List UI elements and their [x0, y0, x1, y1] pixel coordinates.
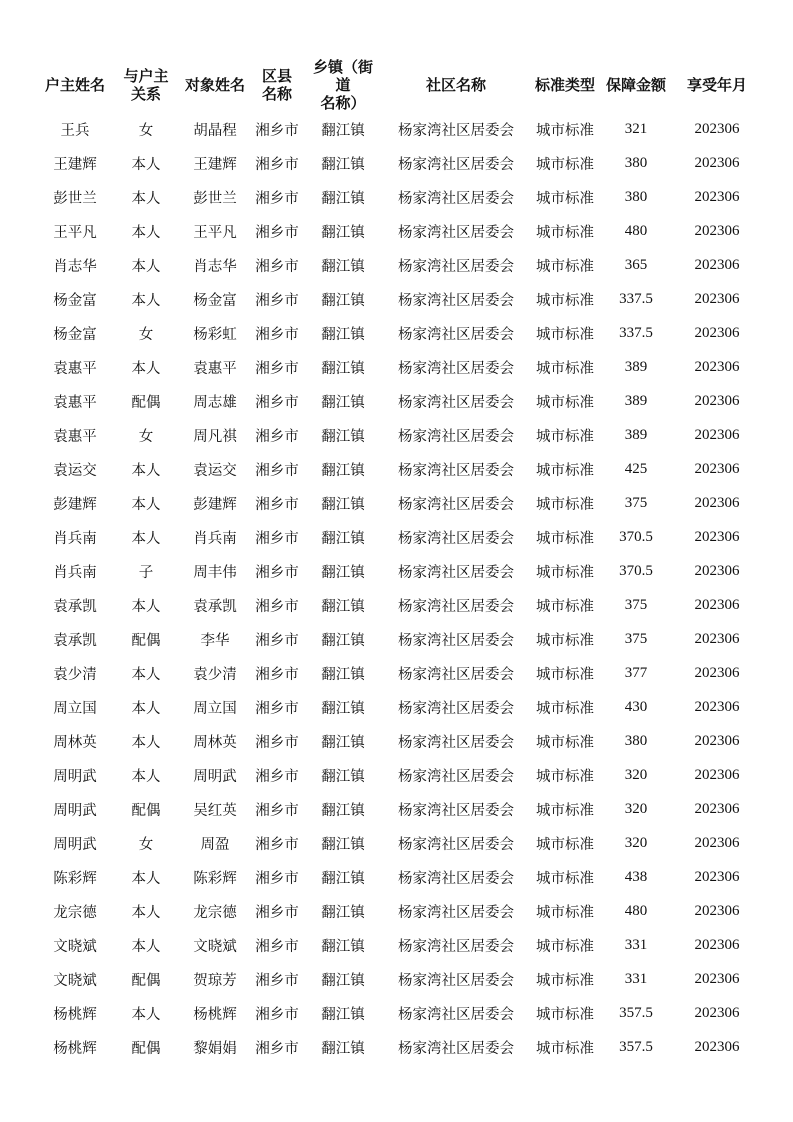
relationship-cell: 配偶 [131, 394, 161, 411]
table-row [40, 350, 760, 384]
table-header-row [40, 58, 760, 112]
standard-type-cell: 城市标准 [536, 632, 594, 649]
relationship-cell: 本人 [131, 360, 161, 377]
recipient-name-cell: 袁运交 [193, 462, 237, 479]
county-cell: 湘乡市 [255, 836, 299, 853]
township-cell: 翻江镇 [321, 700, 365, 717]
standard-type-cell: 城市标准 [536, 938, 594, 955]
table-row [40, 180, 760, 214]
county-cell: 湘乡市 [255, 156, 299, 173]
community-cell: 杨家湾社区居委会 [398, 666, 514, 683]
householder-name-cell: 袁承凯 [53, 598, 97, 615]
township-cell: 翻江镇 [321, 1040, 365, 1057]
amount-cell: 377 [624, 664, 648, 681]
relationship-cell: 本人 [131, 904, 161, 921]
year-month-cell: 202306 [694, 324, 740, 341]
householder-name-cell: 肖兵南 [53, 564, 97, 581]
header-standard-type: 标准类型 [534, 76, 595, 94]
standard-type-cell: 城市标准 [536, 734, 594, 751]
township-cell: 翻江镇 [321, 496, 365, 513]
community-cell: 杨家湾社区居委会 [398, 564, 514, 581]
community-cell: 杨家湾社区居委会 [398, 904, 514, 921]
township-cell: 翻江镇 [321, 1006, 365, 1023]
community-cell: 杨家湾社区居委会 [398, 938, 514, 955]
community-cell: 杨家湾社区居委会 [398, 258, 514, 275]
recipient-name-cell: 周凡祺 [193, 428, 237, 445]
standard-type-cell: 城市标准 [536, 530, 594, 547]
relationship-cell: 本人 [131, 190, 161, 207]
community-cell: 杨家湾社区居委会 [398, 836, 514, 853]
relationship-cell: 女 [138, 836, 154, 853]
recipient-name-cell: 黎娟娟 [193, 1040, 237, 1057]
householder-name-cell: 袁惠平 [53, 360, 97, 377]
recipient-name-cell: 龙宗德 [193, 904, 237, 921]
township-cell: 翻江镇 [321, 768, 365, 785]
year-month-cell: 202306 [694, 970, 740, 987]
township-cell: 翻江镇 [321, 904, 365, 921]
amount-cell: 320 [624, 766, 648, 783]
amount-cell: 380 [624, 188, 648, 205]
year-month-cell: 202306 [694, 698, 740, 715]
relationship-cell: 本人 [131, 870, 161, 887]
table-row [40, 282, 760, 316]
township-cell: 翻江镇 [321, 564, 365, 581]
table-row [40, 112, 760, 146]
recipient-name-cell: 肖兵南 [193, 530, 237, 547]
table-row [40, 656, 760, 690]
relationship-cell: 女 [138, 326, 154, 343]
householder-name-cell: 肖志华 [53, 258, 97, 275]
township-cell: 翻江镇 [321, 292, 365, 309]
amount-cell: 389 [624, 392, 648, 409]
year-month-cell: 202306 [694, 256, 740, 273]
header-recipient-name: 对象姓名 [184, 76, 245, 94]
householder-name-cell: 肖兵南 [53, 530, 97, 547]
recipient-name-cell: 王建辉 [193, 156, 237, 173]
recipient-name-cell: 周明武 [193, 768, 237, 785]
header-township: 乡镇（街道 名称） [312, 58, 373, 112]
community-cell: 杨家湾社区居委会 [398, 1040, 514, 1057]
county-cell: 湘乡市 [255, 326, 299, 343]
header-year-month: 享受年月 [686, 76, 747, 94]
township-cell: 翻江镇 [321, 122, 365, 139]
householder-name-cell: 杨桃辉 [53, 1006, 97, 1023]
relationship-cell: 女 [138, 122, 154, 139]
relationship-cell: 本人 [131, 292, 161, 309]
county-cell: 湘乡市 [255, 768, 299, 785]
householder-name-cell: 袁惠平 [53, 394, 97, 411]
table-row [40, 690, 760, 724]
table-row [40, 554, 760, 588]
community-cell: 杨家湾社区居委会 [398, 632, 514, 649]
householder-name-cell: 文晓斌 [53, 972, 97, 989]
township-cell: 翻江镇 [321, 462, 365, 479]
recipient-name-cell: 袁惠平 [193, 360, 237, 377]
householder-name-cell: 周明武 [53, 836, 97, 853]
relationship-cell: 本人 [131, 938, 161, 955]
householder-name-cell: 袁承凯 [53, 632, 97, 649]
recipient-name-cell: 肖志华 [193, 258, 237, 275]
householder-name-cell: 周明武 [53, 802, 97, 819]
community-cell: 杨家湾社区居委会 [398, 530, 514, 547]
table-row [40, 860, 760, 894]
amount-cell: 370.5 [619, 562, 653, 579]
householder-name-cell: 龙宗德 [53, 904, 97, 921]
standard-type-cell: 城市标准 [536, 972, 594, 989]
recipient-name-cell: 胡晶程 [193, 122, 237, 139]
recipient-name-cell: 王平凡 [193, 224, 237, 241]
county-cell: 湘乡市 [255, 904, 299, 921]
township-cell: 翻江镇 [321, 258, 365, 275]
householder-name-cell: 袁少清 [53, 666, 97, 683]
township-cell: 翻江镇 [321, 632, 365, 649]
table-row [40, 248, 760, 282]
householder-name-cell: 杨金富 [53, 292, 97, 309]
year-month-cell: 202306 [694, 188, 740, 205]
householder-name-cell: 王平凡 [53, 224, 97, 241]
community-cell: 杨家湾社区居委会 [398, 122, 514, 139]
community-cell: 杨家湾社区居委会 [398, 224, 514, 241]
recipient-name-cell: 彭世兰 [193, 190, 237, 207]
standard-type-cell: 城市标准 [536, 802, 594, 819]
standard-type-cell: 城市标准 [536, 564, 594, 581]
county-cell: 湘乡市 [255, 700, 299, 717]
county-cell: 湘乡市 [255, 802, 299, 819]
table-row [40, 724, 760, 758]
year-month-cell: 202306 [694, 562, 740, 579]
table-row [40, 384, 760, 418]
householder-name-cell: 袁运交 [53, 462, 97, 479]
community-cell: 杨家湾社区居委会 [398, 802, 514, 819]
amount-cell: 375 [624, 494, 648, 511]
householder-name-cell: 彭世兰 [53, 190, 97, 207]
standard-type-cell: 城市标准 [536, 156, 594, 173]
standard-type-cell: 城市标准 [536, 1040, 594, 1057]
relationship-cell: 本人 [131, 496, 161, 513]
county-cell: 湘乡市 [255, 938, 299, 955]
householder-name-cell: 杨金富 [53, 326, 97, 343]
year-month-cell: 202306 [694, 1004, 740, 1021]
recipient-name-cell: 袁少清 [193, 666, 237, 683]
relationship-cell: 女 [138, 428, 154, 445]
year-month-cell: 202306 [694, 596, 740, 613]
community-cell: 杨家湾社区居委会 [398, 428, 514, 445]
table-row [40, 486, 760, 520]
standard-type-cell: 城市标准 [536, 258, 594, 275]
township-cell: 翻江镇 [321, 836, 365, 853]
year-month-cell: 202306 [694, 936, 740, 953]
relationship-cell: 本人 [131, 462, 161, 479]
table-row [40, 996, 760, 1030]
amount-cell: 480 [624, 902, 648, 919]
table-row [40, 826, 760, 860]
year-month-cell: 202306 [694, 290, 740, 307]
table-row [40, 146, 760, 180]
header-relationship: 与户主 关系 [123, 67, 169, 103]
relationship-cell: 本人 [131, 224, 161, 241]
householder-name-cell: 王建辉 [53, 156, 97, 173]
county-cell: 湘乡市 [255, 564, 299, 581]
amount-cell: 375 [624, 630, 648, 647]
recipient-name-cell: 陈彩辉 [193, 870, 237, 887]
county-cell: 湘乡市 [255, 292, 299, 309]
recipient-name-cell: 杨桃辉 [193, 1006, 237, 1023]
year-month-cell: 202306 [694, 902, 740, 919]
amount-cell: 320 [624, 800, 648, 817]
year-month-cell: 202306 [694, 664, 740, 681]
standard-type-cell: 城市标准 [536, 598, 594, 615]
township-cell: 翻江镇 [321, 734, 365, 751]
householder-name-cell: 袁惠平 [53, 428, 97, 445]
community-cell: 杨家湾社区居委会 [398, 190, 514, 207]
recipient-name-cell: 周林英 [193, 734, 237, 751]
township-cell: 翻江镇 [321, 972, 365, 989]
standard-type-cell: 城市标准 [536, 462, 594, 479]
year-month-cell: 202306 [694, 120, 740, 137]
relationship-cell: 配偶 [131, 632, 161, 649]
year-month-cell: 202306 [694, 800, 740, 817]
householder-name-cell: 周林英 [53, 734, 97, 751]
amount-cell: 375 [624, 596, 648, 613]
table-row [40, 452, 760, 486]
recipient-name-cell: 彭建辉 [193, 496, 237, 513]
county-cell: 湘乡市 [255, 224, 299, 241]
recipient-name-cell: 吴红英 [193, 802, 237, 819]
recipient-name-cell: 杨彩虹 [193, 326, 237, 343]
table-row [40, 758, 760, 792]
householder-name-cell: 陈彩辉 [53, 870, 97, 887]
township-cell: 翻江镇 [321, 666, 365, 683]
year-month-cell: 202306 [694, 732, 740, 749]
year-month-cell: 202306 [694, 154, 740, 171]
recipient-name-cell: 周志雄 [193, 394, 237, 411]
amount-cell: 320 [624, 834, 648, 851]
standard-type-cell: 城市标准 [536, 666, 594, 683]
table-row [40, 962, 760, 996]
county-cell: 湘乡市 [255, 428, 299, 445]
table-row [40, 316, 760, 350]
year-month-cell: 202306 [694, 1038, 740, 1055]
amount-cell: 380 [624, 154, 648, 171]
relationship-cell: 本人 [131, 734, 161, 751]
township-cell: 翻江镇 [321, 802, 365, 819]
year-month-cell: 202306 [694, 766, 740, 783]
community-cell: 杨家湾社区居委会 [398, 598, 514, 615]
header-county: 区县 名称 [261, 67, 292, 103]
amount-cell: 321 [624, 120, 648, 137]
year-month-cell: 202306 [694, 868, 740, 885]
amount-cell: 389 [624, 426, 648, 443]
householder-name-cell: 彭建辉 [53, 496, 97, 513]
recipient-name-cell: 周盈 [200, 836, 230, 853]
recipient-name-cell: 杨金富 [193, 292, 237, 309]
amount-cell: 357.5 [619, 1004, 653, 1021]
year-month-cell: 202306 [694, 358, 740, 375]
householder-name-cell: 文晓斌 [53, 938, 97, 955]
standard-type-cell: 城市标准 [536, 224, 594, 241]
standard-type-cell: 城市标准 [536, 768, 594, 785]
township-cell: 翻江镇 [321, 360, 365, 377]
county-cell: 湘乡市 [255, 870, 299, 887]
community-cell: 杨家湾社区居委会 [398, 768, 514, 785]
community-cell: 杨家湾社区居委会 [398, 156, 514, 173]
table-row [40, 1030, 760, 1064]
header-community: 社区名称 [425, 76, 486, 94]
year-month-cell: 202306 [694, 630, 740, 647]
recipient-name-cell: 李华 [200, 632, 230, 649]
table-row [40, 894, 760, 928]
standard-type-cell: 城市标准 [536, 870, 594, 887]
county-cell: 湘乡市 [255, 632, 299, 649]
county-cell: 湘乡市 [255, 972, 299, 989]
year-month-cell: 202306 [694, 460, 740, 477]
county-cell: 湘乡市 [255, 1006, 299, 1023]
table-row [40, 418, 760, 452]
header-householder-name: 户主姓名 [44, 76, 105, 94]
township-cell: 翻江镇 [321, 326, 365, 343]
recipient-name-cell: 贺琼芳 [193, 972, 237, 989]
standard-type-cell: 城市标准 [536, 292, 594, 309]
township-cell: 翻江镇 [321, 870, 365, 887]
relationship-cell: 本人 [131, 700, 161, 717]
header-amount: 保障金额 [605, 76, 666, 94]
recipient-name-cell: 文晓斌 [193, 938, 237, 955]
amount-cell: 331 [624, 936, 648, 953]
amount-cell: 480 [624, 222, 648, 239]
amount-cell: 380 [624, 732, 648, 749]
county-cell: 湘乡市 [255, 530, 299, 547]
relationship-cell: 本人 [131, 530, 161, 547]
amount-cell: 331 [624, 970, 648, 987]
relationship-cell: 本人 [131, 666, 161, 683]
year-month-cell: 202306 [694, 426, 740, 443]
householder-name-cell: 王兵 [60, 122, 90, 139]
standard-type-cell: 城市标准 [536, 122, 594, 139]
householder-name-cell: 杨桃辉 [53, 1040, 97, 1057]
township-cell: 翻江镇 [321, 394, 365, 411]
county-cell: 湘乡市 [255, 360, 299, 377]
recipient-name-cell: 周立国 [193, 700, 237, 717]
amount-cell: 389 [624, 358, 648, 375]
county-cell: 湘乡市 [255, 462, 299, 479]
householder-name-cell: 周立国 [53, 700, 97, 717]
amount-cell: 425 [624, 460, 648, 477]
county-cell: 湘乡市 [255, 258, 299, 275]
year-month-cell: 202306 [694, 392, 740, 409]
township-cell: 翻江镇 [321, 598, 365, 615]
county-cell: 湘乡市 [255, 1040, 299, 1057]
township-cell: 翻江镇 [321, 530, 365, 547]
township-cell: 翻江镇 [321, 224, 365, 241]
standard-type-cell: 城市标准 [536, 428, 594, 445]
county-cell: 湘乡市 [255, 122, 299, 139]
table-row [40, 214, 760, 248]
standard-type-cell: 城市标准 [536, 496, 594, 513]
community-cell: 杨家湾社区居委会 [398, 292, 514, 309]
subsidy-table [40, 58, 760, 1064]
year-month-cell: 202306 [694, 494, 740, 511]
relationship-cell: 子 [138, 564, 154, 581]
table-row [40, 588, 760, 622]
amount-cell: 337.5 [619, 324, 653, 341]
county-cell: 湘乡市 [255, 190, 299, 207]
amount-cell: 365 [624, 256, 648, 273]
relationship-cell: 配偶 [131, 972, 161, 989]
township-cell: 翻江镇 [321, 190, 365, 207]
standard-type-cell: 城市标准 [536, 904, 594, 921]
county-cell: 湘乡市 [255, 734, 299, 751]
township-cell: 翻江镇 [321, 938, 365, 955]
relationship-cell: 本人 [131, 598, 161, 615]
community-cell: 杨家湾社区居委会 [398, 496, 514, 513]
table-body [40, 112, 760, 1064]
amount-cell: 430 [624, 698, 648, 715]
amount-cell: 370.5 [619, 528, 653, 545]
year-month-cell: 202306 [694, 222, 740, 239]
relationship-cell: 配偶 [131, 1040, 161, 1057]
amount-cell: 438 [624, 868, 648, 885]
county-cell: 湘乡市 [255, 598, 299, 615]
standard-type-cell: 城市标准 [536, 326, 594, 343]
community-cell: 杨家湾社区居委会 [398, 734, 514, 751]
standard-type-cell: 城市标准 [536, 700, 594, 717]
county-cell: 湘乡市 [255, 666, 299, 683]
recipient-name-cell: 周丰伟 [193, 564, 237, 581]
relationship-cell: 本人 [131, 768, 161, 785]
table-row [40, 520, 760, 554]
standard-type-cell: 城市标准 [536, 394, 594, 411]
standard-type-cell: 城市标准 [536, 836, 594, 853]
township-cell: 翻江镇 [321, 156, 365, 173]
relationship-cell: 本人 [131, 258, 161, 275]
year-month-cell: 202306 [694, 528, 740, 545]
recipient-name-cell: 袁承凯 [193, 598, 237, 615]
standard-type-cell: 城市标准 [536, 360, 594, 377]
community-cell: 杨家湾社区居委会 [398, 700, 514, 717]
relationship-cell: 本人 [131, 156, 161, 173]
township-cell: 翻江镇 [321, 428, 365, 445]
community-cell: 杨家湾社区居委会 [398, 870, 514, 887]
relationship-cell: 本人 [131, 1006, 161, 1023]
relationship-cell: 配偶 [131, 802, 161, 819]
county-cell: 湘乡市 [255, 496, 299, 513]
community-cell: 杨家湾社区居委会 [398, 972, 514, 989]
table-row [40, 928, 760, 962]
table-row [40, 622, 760, 656]
amount-cell: 357.5 [619, 1038, 653, 1055]
standard-type-cell: 城市标准 [536, 190, 594, 207]
community-cell: 杨家湾社区居委会 [398, 1006, 514, 1023]
community-cell: 杨家湾社区居委会 [398, 360, 514, 377]
county-cell: 湘乡市 [255, 394, 299, 411]
standard-type-cell: 城市标准 [536, 1006, 594, 1023]
community-cell: 杨家湾社区居委会 [398, 394, 514, 411]
householder-name-cell: 周明武 [53, 768, 97, 785]
year-month-cell: 202306 [694, 834, 740, 851]
table-row [40, 792, 760, 826]
community-cell: 杨家湾社区居委会 [398, 326, 514, 343]
amount-cell: 337.5 [619, 290, 653, 307]
community-cell: 杨家湾社区居委会 [398, 462, 514, 479]
